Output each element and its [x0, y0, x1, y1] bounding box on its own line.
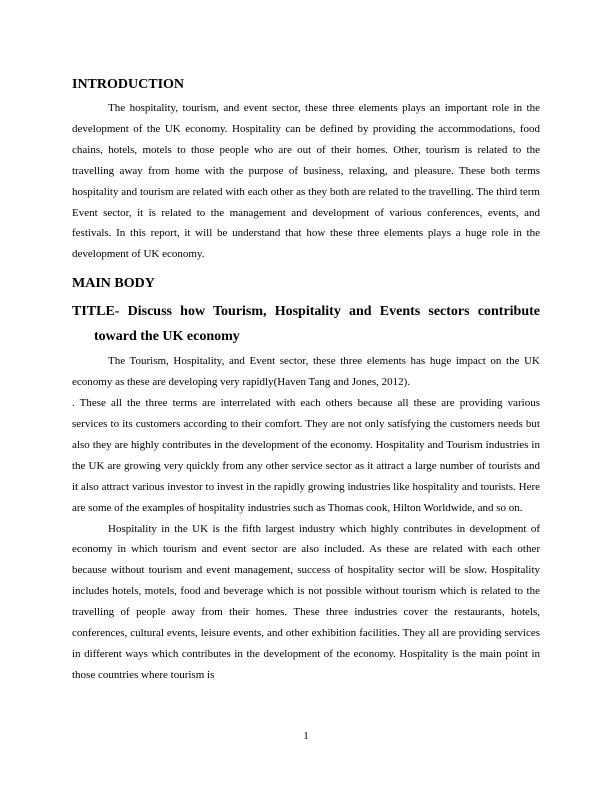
report-title: TITLE- Discuss how Tourism, Hospitality and Events sectors contribute toward the UK economy [72, 304, 540, 345]
introduction-heading: INTRODUCTION [72, 77, 185, 92]
body-paragraph-2: . These all the three terms are interrelated with each others because all these are providing various services to its customers according to their comfort. They are not only satisfying the customers needs but also they are highly contributes in the development of the economy. Hospitality and Tourism industries in the UK are growing very quickly from any other service sector as it attract a large number of tourists and it also attract various investor to invest in the rapidly growing industries like hospitality and tourists. Here are some of the examples of hospitality industries such as Thomas cook, Hilton Worldwide, and so on. [72, 397, 540, 514]
body-paragraph-1: The Tourism, Hospitality, and Event sector, these three elements has huge impact on the UK economy as these are developing very rapidly(Haven Tang and Jones, 2012). [72, 355, 540, 389]
main-body-heading: MAIN BODY [72, 276, 155, 292]
page-content [72, 75, 540, 686]
body-paragraph-3: Hospitality in the UK is the fifth largest industry which highly contributes in development of economy in which tourism and event sector are also included. As these are related with each other because without tourism and event management, success of hospitality sector will be slow. Hospitality includes hotels, motels, food and beverage which is not possible without tourism which is related to the travelling of people away from their homes. These three industries cover the restaurants, hotels, conferences, cultural events, leisure events, and other exhibition facilities. They all are providing services in different ways which contributes in the development of the economy. Hospitality is the main point in those countries where tourism is [72, 522, 540, 681]
introduction-paragraph: The hospitality, tourism, and event sector, these three elements plays an important role in the development of the UK economy. Hospitality can be defined by providing the accommodations, food chains, hotels, motels to those people who are out of their homes. Other, tourism is related to the travelling away from home with the purpose of business, relaxing, and pleasure. These both terms hospitality and tourism are related with each other as they both are related to the travelling. The third term Event sector, it is related to the management and development of various conferences, events, and festivals. In this report, it will be understand that how these three elements plays a huge role in the development of UK economy. [72, 102, 540, 261]
page-number: 1 [303, 730, 309, 742]
